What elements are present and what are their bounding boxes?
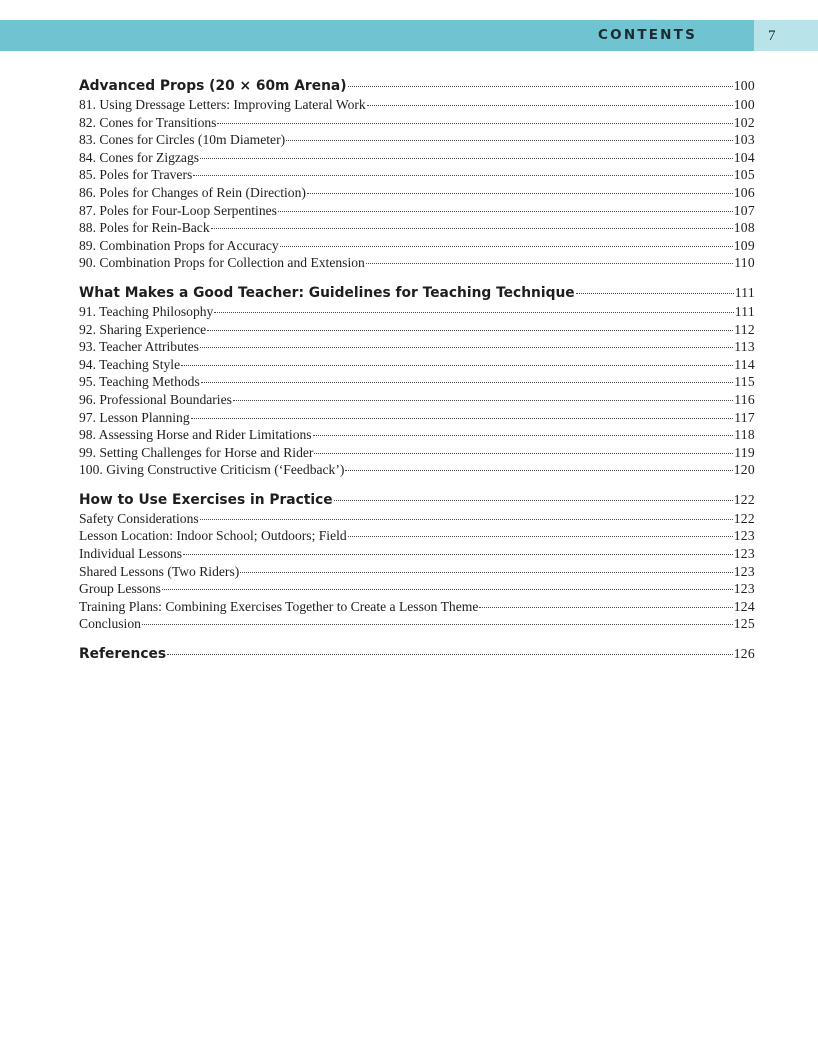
dot-leader bbox=[307, 193, 733, 194]
toc-section bbox=[79, 76, 755, 272]
toc-entry[interactable] bbox=[79, 149, 755, 167]
toc-entry[interactable] bbox=[79, 321, 755, 339]
toc-page-number: 113 bbox=[734, 339, 755, 355]
toc-entry[interactable] bbox=[79, 303, 755, 321]
dot-leader bbox=[200, 158, 733, 159]
toc-page-number: 118 bbox=[734, 427, 755, 443]
toc-page-number: 100 bbox=[733, 78, 755, 93]
dot-leader bbox=[366, 263, 733, 264]
toc-entry[interactable] bbox=[79, 166, 755, 184]
dot-leader bbox=[240, 572, 732, 573]
dot-leader bbox=[233, 400, 733, 401]
toc-page-number: 108 bbox=[733, 220, 755, 236]
toc-entry-title: 86. Poles for Changes of Rein (Direction) bbox=[79, 184, 306, 200]
dot-leader bbox=[278, 211, 733, 212]
dot-leader bbox=[211, 228, 733, 229]
toc-entry-title: 95. Teaching Methods bbox=[79, 374, 200, 390]
dot-leader bbox=[280, 246, 733, 247]
toc-entry-title: 98. Assessing Horse and Rider Limitations bbox=[79, 427, 312, 443]
toc-entry-title: Training Plans: Combining Exercises Together to Create a Lesson Theme bbox=[79, 598, 479, 614]
dot-leader bbox=[167, 654, 733, 655]
dot-leader bbox=[142, 624, 733, 625]
toc-entry-title: 100. Giving Constructive Criticism (‘Feedback’) bbox=[79, 462, 345, 478]
toc-entry-title: What Makes a Good Teacher: Guidelines for Teaching Technique bbox=[79, 284, 575, 301]
toc-page-number: 125 bbox=[733, 616, 755, 632]
toc-section bbox=[79, 490, 755, 633]
dot-leader bbox=[334, 500, 733, 501]
page-number: 7 bbox=[768, 28, 776, 44]
toc-entry-title: References bbox=[79, 646, 167, 663]
toc-entry[interactable] bbox=[79, 563, 755, 581]
dot-leader bbox=[479, 607, 732, 608]
toc-entry[interactable] bbox=[79, 598, 755, 616]
toc-entry[interactable] bbox=[79, 444, 755, 462]
toc-entry[interactable] bbox=[79, 96, 755, 114]
toc-entry[interactable] bbox=[79, 202, 755, 220]
toc-entry[interactable] bbox=[79, 338, 755, 356]
toc-page-number: 111 bbox=[734, 284, 755, 300]
toc-entry[interactable] bbox=[79, 184, 755, 202]
toc-page-number: 110 bbox=[734, 255, 755, 271]
toc-page-number: 124 bbox=[733, 598, 755, 614]
toc-entry-title: 96. Professional Boundaries bbox=[79, 391, 232, 407]
toc-entry[interactable] bbox=[79, 131, 755, 149]
toc-entry-title: 85. Poles for Travers bbox=[79, 167, 193, 183]
toc-page-number: 116 bbox=[734, 391, 755, 407]
toc-page-number: 120 bbox=[733, 462, 755, 478]
toc-page-number: 114 bbox=[734, 356, 755, 372]
dot-leader bbox=[348, 536, 733, 537]
toc-entry[interactable] bbox=[79, 426, 755, 444]
toc-entry-title: 81. Using Dressage Letters: Improving Lateral Work bbox=[79, 97, 366, 112]
toc-entry[interactable] bbox=[79, 510, 755, 528]
toc-entry-title: Group Lessons bbox=[79, 581, 161, 597]
toc-page-number: 119 bbox=[734, 444, 755, 460]
toc-entry-title: 88. Poles for Rein-Back bbox=[79, 220, 210, 236]
toc-entry-title: 92. Sharing Experience bbox=[79, 321, 207, 337]
toc-entry-title: Safety Considerations bbox=[79, 510, 199, 526]
toc-entry-title: 91. Teaching Philosophy bbox=[79, 303, 214, 319]
dot-leader bbox=[181, 365, 733, 366]
toc-entry[interactable] bbox=[79, 545, 755, 563]
toc-entry-title: 87. Poles for Four-Loop Serpentines bbox=[79, 202, 277, 218]
toc-entry[interactable] bbox=[79, 237, 755, 255]
page-number-box bbox=[754, 20, 818, 51]
toc-entry[interactable] bbox=[79, 219, 755, 237]
toc-page-number: 126 bbox=[733, 646, 755, 662]
dot-leader bbox=[200, 347, 733, 348]
toc-entry[interactable] bbox=[79, 580, 755, 598]
toc-page-number: 109 bbox=[733, 237, 755, 253]
toc-entry-title: 82. Cones for Transitions bbox=[79, 114, 217, 130]
toc-entry-title: 90. Combination Props for Collection and Extension bbox=[79, 255, 365, 271]
toc-entry[interactable] bbox=[79, 114, 755, 132]
toc-page-number: 123 bbox=[733, 563, 755, 579]
toc-page-number: 106 bbox=[733, 184, 755, 200]
toc-entry[interactable] bbox=[79, 391, 755, 409]
toc-entry-title: 94. Teaching Style bbox=[79, 356, 181, 372]
toc-page-number: 123 bbox=[733, 528, 755, 544]
toc-page-number: 123 bbox=[733, 546, 755, 562]
toc-section-heading[interactable] bbox=[79, 490, 755, 510]
toc-entry[interactable] bbox=[79, 254, 755, 272]
toc-page-number: 105 bbox=[733, 167, 755, 183]
toc-entry-title: Conclusion bbox=[79, 616, 141, 632]
toc-entry[interactable] bbox=[79, 615, 755, 633]
dot-leader bbox=[576, 293, 734, 294]
toc-entry[interactable] bbox=[79, 461, 755, 479]
dot-leader bbox=[214, 312, 733, 313]
toc-entry-title: Individual Lessons bbox=[79, 546, 183, 562]
toc-page-number: 102 bbox=[733, 114, 755, 130]
toc-entry-title: 84. Cones for Zigzags bbox=[79, 149, 200, 165]
toc-entry-title: Advanced Props (20 × 60m Arena) bbox=[79, 78, 347, 94]
table-of-contents bbox=[79, 76, 755, 675]
dot-leader bbox=[314, 453, 733, 454]
toc-entry-title: 99. Setting Challenges for Horse and Rider bbox=[79, 444, 314, 460]
dot-leader bbox=[162, 589, 733, 590]
dot-leader bbox=[201, 382, 733, 383]
toc-entry-title: 97. Lesson Planning bbox=[79, 409, 190, 425]
toc-entry[interactable] bbox=[79, 373, 755, 391]
toc-page-number: 103 bbox=[733, 132, 755, 148]
toc-entry[interactable] bbox=[79, 527, 755, 545]
toc-page-number: 112 bbox=[734, 321, 755, 337]
toc-entry-title: 83. Cones for Circles (10m Diameter) bbox=[79, 132, 286, 148]
dot-leader bbox=[313, 435, 734, 436]
toc-page-number: 107 bbox=[733, 202, 755, 218]
dot-leader bbox=[217, 123, 732, 124]
toc-entry-title: How to Use Exercises in Practice bbox=[79, 491, 333, 508]
dot-leader bbox=[367, 105, 733, 106]
toc-page-number: 115 bbox=[734, 374, 755, 390]
toc-entry-title: 89. Combination Props for Accuracy bbox=[79, 237, 279, 253]
toc-section-heading[interactable] bbox=[79, 283, 755, 303]
toc-entry-title: Lesson Location: Indoor School; Outdoors; Field bbox=[79, 528, 347, 544]
toc-section bbox=[79, 644, 755, 664]
toc-page-number: 104 bbox=[733, 149, 755, 165]
toc-page-number: 123 bbox=[733, 581, 755, 597]
toc-page-number: 111 bbox=[734, 303, 755, 319]
dot-leader bbox=[348, 86, 733, 87]
toc-entry-title: Shared Lessons (Two Riders) bbox=[79, 563, 240, 579]
toc-entry[interactable] bbox=[79, 356, 755, 374]
toc-section bbox=[79, 283, 755, 479]
dot-leader bbox=[183, 554, 733, 555]
dot-leader bbox=[345, 470, 732, 471]
toc-entry[interactable] bbox=[79, 409, 755, 427]
dot-leader bbox=[200, 519, 733, 520]
dot-leader bbox=[207, 330, 733, 331]
toc-page-number: 117 bbox=[734, 409, 755, 425]
toc-page-number: 122 bbox=[733, 491, 755, 507]
toc-page-number: 100 bbox=[733, 97, 755, 112]
toc-page-number: 122 bbox=[733, 510, 755, 526]
header-bar bbox=[0, 20, 754, 51]
dot-leader bbox=[193, 175, 732, 176]
toc-entry-title: 93. Teacher Attributes bbox=[79, 339, 199, 355]
toc-section-heading[interactable] bbox=[79, 76, 755, 96]
dot-leader bbox=[286, 140, 733, 141]
toc-section-heading[interactable] bbox=[79, 644, 755, 664]
dot-leader bbox=[191, 418, 734, 419]
header-title: CONTENTS bbox=[598, 27, 697, 43]
